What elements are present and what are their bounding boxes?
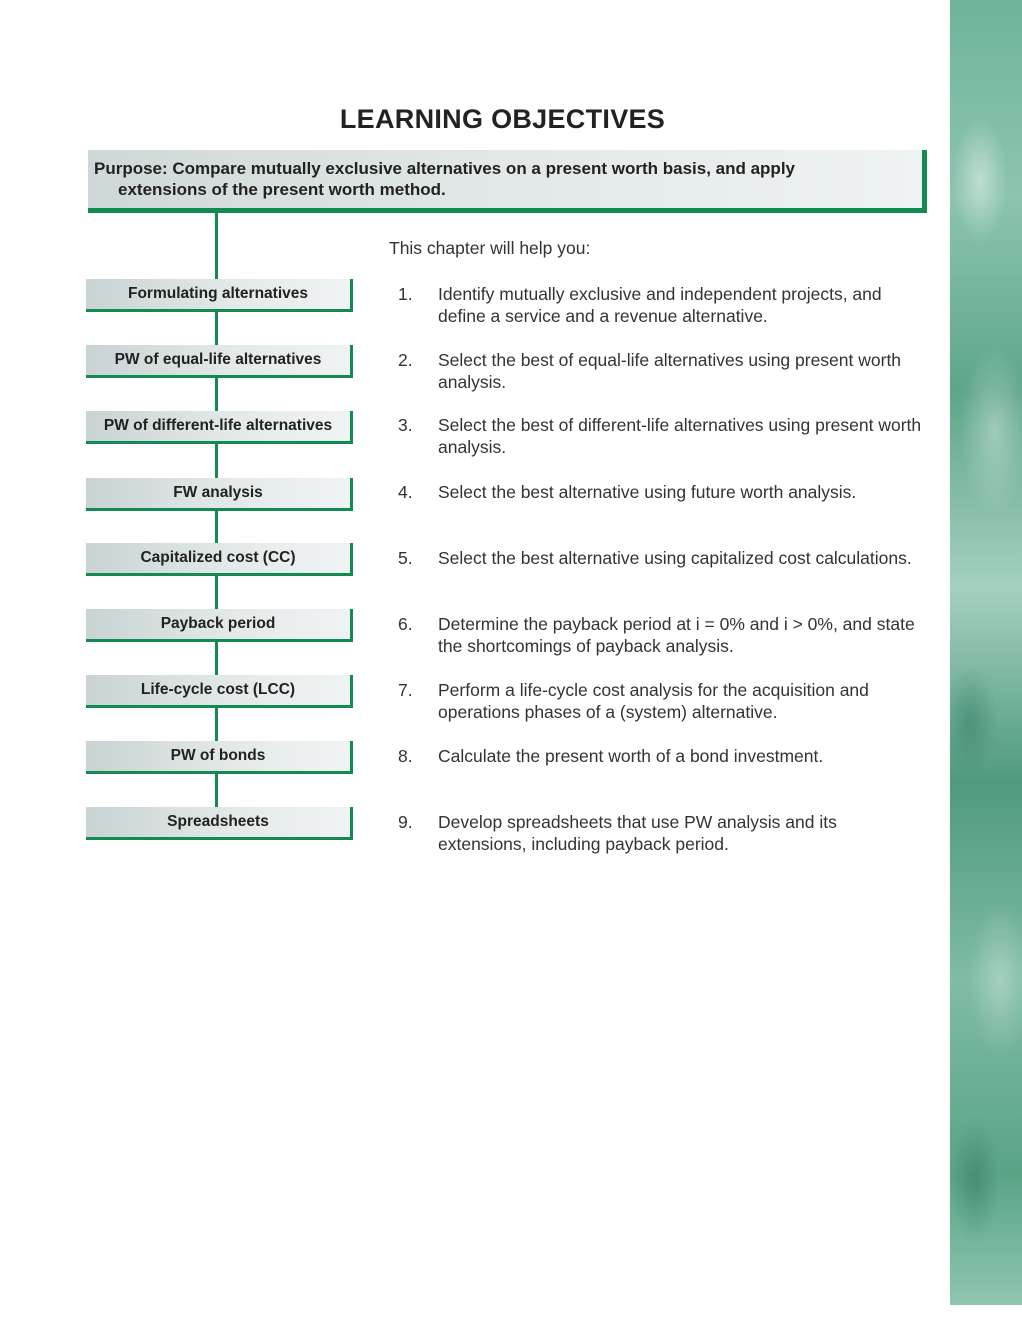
page-title: LEARNING OBJECTIVES (339, 104, 666, 134)
objective-number: 5. (398, 548, 413, 568)
objective-number: 8. (398, 746, 413, 766)
flow-box-formulating-alternatives: Formulating alternatives (86, 279, 353, 312)
intro-text: This chapter will help you: (389, 238, 591, 258)
objective-text: Select the best alternative using capitalized cost calculations. (438, 548, 912, 568)
objective-text: Calculate the present worth of a bond investment. (438, 746, 824, 766)
objective-number: 6. (398, 614, 413, 634)
objective-text: Perform a life-cycle cost analysis for the acquisition and operations phases of a (system) alternative. (438, 680, 869, 722)
flow-box-pw-of-bonds: PW of bonds (86, 741, 353, 774)
purpose-box (88, 150, 927, 213)
flow-box-spreadsheets: Spreadsheets (86, 807, 353, 840)
objective-text: Develop spreadsheets that use PW analysis and its extensions, including payback period. (438, 812, 837, 854)
objective-text: Identify mutually exclusive and independent projects, and define a service and a revenue alternative. (438, 284, 882, 326)
objective-text: Select the best of different-life alternatives using present worth analysis. (438, 415, 922, 457)
objective-number: 7. (398, 680, 413, 700)
flow-box-payback-period: Payback period (86, 609, 353, 642)
objective-text: Select the best of equal-life alternatives using present worth analysis. (438, 350, 902, 392)
objective-text: Determine the payback period at i = 0% and i > 0%, and state the shortcomings of payback analysis. (438, 614, 915, 656)
flow-box-pw-equal-life: PW of equal-life alternatives (86, 345, 353, 378)
objective-text: Select the best alternative using future worth analysis. (438, 482, 857, 502)
flow-box-fw-analysis: FW analysis (86, 478, 353, 511)
objective-number: 3. (398, 415, 413, 435)
objective-number: 4. (398, 482, 413, 502)
flow-box-pw-different-life: PW of different-life alternatives (86, 411, 353, 444)
purpose-text: Purpose: Compare mutually exclusive alternatives on a present worth basis, and apply extensions of the present worth method. (94, 159, 795, 199)
decorative-side-image (950, 0, 1022, 1305)
flow-box-life-cycle-cost: Life-cycle cost (LCC) (86, 675, 353, 708)
flow-box-capitalized-cost: Capitalized cost (CC) (86, 543, 353, 576)
objective-number: 2. (398, 350, 413, 370)
objective-number: 9. (398, 812, 413, 832)
objective-number: 1. (398, 284, 413, 304)
